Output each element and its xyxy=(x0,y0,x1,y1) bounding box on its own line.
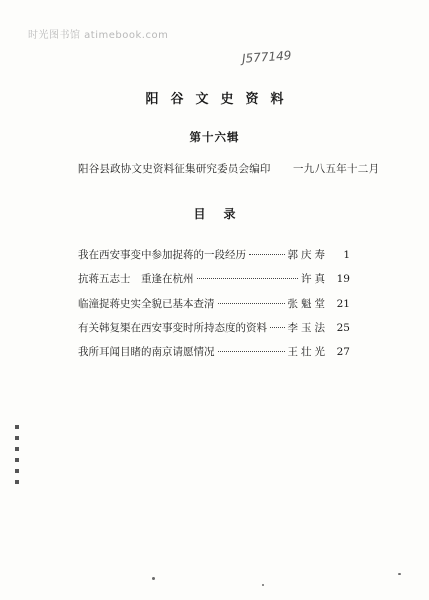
toc-entry xyxy=(78,271,350,295)
table-of-contents xyxy=(78,247,350,368)
toc-entry-page: 25 xyxy=(336,321,350,334)
toc-entry-author: 郭庆寿 xyxy=(287,249,328,261)
toc-entry-title: 我所耳闻目睹的南京请愿情况 xyxy=(78,346,215,359)
publication-date: 一九八五年十二月 xyxy=(293,163,380,175)
binding-hole-marks xyxy=(15,425,19,491)
handwritten-catalog-number: J577149 xyxy=(241,48,292,66)
toc-entry-title: 抗蒋五志士 重逢在杭州 xyxy=(78,273,194,286)
toc-entry xyxy=(78,344,350,368)
scan-speck xyxy=(398,573,401,575)
toc-entry-author: 张魁堂 xyxy=(287,297,328,310)
scan-speck xyxy=(262,584,264,586)
leader-dots xyxy=(197,278,299,279)
scan-speck xyxy=(152,577,155,580)
toc-entry-page: 21 xyxy=(336,297,350,310)
series-title: 阳谷文史资料 xyxy=(145,92,296,107)
toc-entry xyxy=(78,296,350,320)
toc-entry xyxy=(78,320,350,344)
leader-dots xyxy=(249,254,285,255)
toc-entry-author: 许真 xyxy=(301,273,328,286)
leader-dots xyxy=(218,351,285,352)
leader-dots xyxy=(270,327,285,328)
toc-entry-page: 19 xyxy=(336,273,350,286)
toc-entry-author: 李玉法 xyxy=(287,321,328,334)
toc-entry-title: 我在西安事变中参加捉蒋的一段经历 xyxy=(78,249,246,261)
toc-entry-page: 1 xyxy=(343,249,350,261)
toc-entry-author: 王壮光 xyxy=(287,346,328,359)
toc-entry-title: 有关韩复榘在西安事变时所持态度的资料 xyxy=(78,321,267,334)
toc-heading: 目录 xyxy=(193,207,254,221)
toc-entry-page: 27 xyxy=(336,346,350,359)
toc-entry-title: 临潼捉蒋史实全貌已基本查清 xyxy=(78,297,215,310)
publisher-line: 阳谷县政协文史资料征集研究委员会编印 xyxy=(78,163,271,175)
watermark: 时光图书馆 atimebook.com xyxy=(28,30,169,41)
toc-entry xyxy=(78,247,350,271)
issue-number: 第十六辑 xyxy=(189,130,240,144)
leader-dots xyxy=(218,303,285,304)
